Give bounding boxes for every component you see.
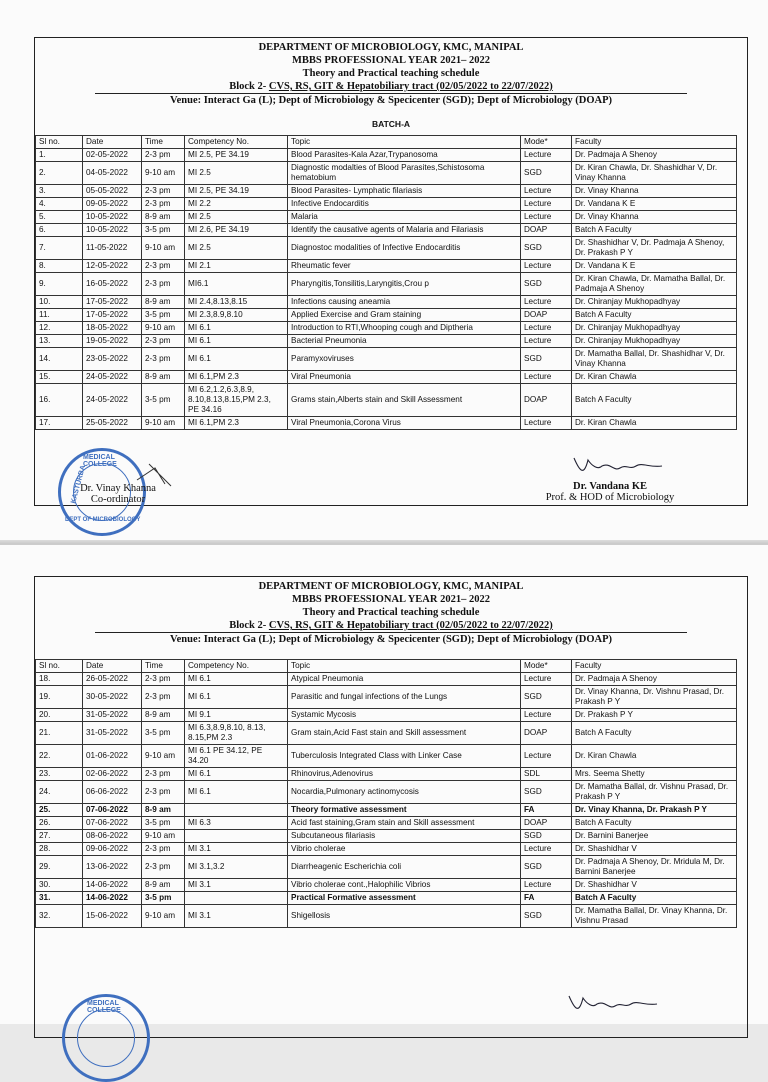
cell-sl: 19. xyxy=(36,686,83,709)
table-row xyxy=(36,211,737,224)
signature-mark-hod-2 xyxy=(565,990,665,1020)
cell-sl: 23. xyxy=(36,768,83,781)
cell-mode: Lecture xyxy=(521,709,572,722)
cell-date: 31-05-2022 xyxy=(83,709,142,722)
cell-time: 2-3 pm xyxy=(142,768,185,781)
cell-date: 12-05-2022 xyxy=(83,260,142,273)
document-header-1 xyxy=(35,41,747,107)
cell-sl: 28. xyxy=(36,843,83,856)
table-row xyxy=(36,348,737,371)
table-row xyxy=(36,237,737,260)
table-row xyxy=(36,817,737,830)
cell-topic: Shigellosis xyxy=(288,905,521,928)
table-row xyxy=(36,273,737,296)
cell-sl: 16. xyxy=(36,384,83,417)
cell-mode: Lecture xyxy=(521,335,572,348)
cell-mode: DOAP xyxy=(521,722,572,745)
cell-date: 25-05-2022 xyxy=(83,417,142,430)
table-body-1 xyxy=(36,149,737,430)
table-row xyxy=(36,417,737,430)
cell-topic: Rheumatic fever xyxy=(288,260,521,273)
hod-name: Dr. Vandana KE xyxy=(572,481,648,492)
cell-comp: MI 9.1 xyxy=(185,709,288,722)
cell-date: 15-06-2022 xyxy=(83,905,142,928)
cell-sl: 5. xyxy=(36,211,83,224)
cell-faculty: Dr. Vinay Khanna xyxy=(572,185,737,198)
table-row xyxy=(36,322,737,335)
cell-time: 9-10 am xyxy=(142,905,185,928)
cell-date: 01-06-2022 xyxy=(83,745,142,768)
cell-date: 23-05-2022 xyxy=(83,348,142,371)
cell-date: 07-06-2022 xyxy=(83,804,142,817)
cell-date: 19-05-2022 xyxy=(83,335,142,348)
dept-title: DEPARTMENT OF MICROBIOLOGY, KMC, MANIPAL xyxy=(258,581,524,592)
cell-faculty: Dr. Padmaja A Shenoy xyxy=(572,149,737,162)
cell-topic: Gram stain,Acid Fast stain and Skill assessment xyxy=(288,722,521,745)
cell-time: 3-5 pm xyxy=(142,892,185,905)
cell-topic: Theory formative assessment xyxy=(288,804,521,817)
cell-topic: Tuberculosis Integrated Class with Linker Case xyxy=(288,745,521,768)
cell-comp xyxy=(185,892,288,905)
table-body-2 xyxy=(36,673,737,928)
cell-faculty: Dr. Kiran Chawla xyxy=(572,417,737,430)
cell-date: 31-05-2022 xyxy=(83,722,142,745)
table-row xyxy=(36,371,737,384)
table-row xyxy=(36,856,737,879)
cell-sl: 24. xyxy=(36,781,83,804)
cell-comp: MI 3.1 xyxy=(185,905,288,928)
cell-sl: 15. xyxy=(36,371,83,384)
cell-sl: 20. xyxy=(36,709,83,722)
cell-mode: SGD xyxy=(521,830,572,843)
cell-topic: Identify the causative agents of Malaria and Filariasis xyxy=(288,224,521,237)
cell-sl: 32. xyxy=(36,905,83,928)
cell-time: 2-3 pm xyxy=(142,348,185,371)
cell-date: 09-05-2022 xyxy=(83,198,142,211)
cell-date: 16-05-2022 xyxy=(83,273,142,296)
cell-comp: MI6.1 xyxy=(185,273,288,296)
cell-sl: 25. xyxy=(36,804,83,817)
cell-time: 2-3 pm xyxy=(142,335,185,348)
cell-sl: 17. xyxy=(36,417,83,430)
cell-topic: Paramyxoviruses xyxy=(288,348,521,371)
cell-comp: MI 3.1,3.2 xyxy=(185,856,288,879)
cell-date: 24-05-2022 xyxy=(83,371,142,384)
cell-time: 9-10 am xyxy=(142,162,185,185)
cell-comp: MI 2.5 xyxy=(185,211,288,224)
cell-time: 2-3 pm xyxy=(142,260,185,273)
cell-comp: MI 2.5, PE 34.19 xyxy=(185,185,288,198)
col-competency: Competency No. xyxy=(185,660,288,673)
col-competency: Competency No. xyxy=(185,136,288,149)
cell-comp xyxy=(185,804,288,817)
cell-date: 17-05-2022 xyxy=(83,296,142,309)
college-stamp-2: MEDICAL COLLEGE xyxy=(62,994,150,1082)
cell-mode: Lecture xyxy=(521,843,572,856)
cell-topic: Diarrheagenic Escherichia coli xyxy=(288,856,521,879)
cell-faculty: Dr. Kiran Chawla, Dr. Shashidhar V, Dr. Vinay Khanna xyxy=(572,162,737,185)
cell-time: 9-10 am xyxy=(142,322,185,335)
cell-time: 2-3 pm xyxy=(142,686,185,709)
table-row xyxy=(36,768,737,781)
cell-sl: 3. xyxy=(36,185,83,198)
cell-date: 07-06-2022 xyxy=(83,817,142,830)
cell-faculty: Batch A Faculty xyxy=(572,384,737,417)
cell-faculty: Batch A Faculty xyxy=(572,892,737,905)
cell-date: 02-05-2022 xyxy=(83,149,142,162)
cell-time: 8-9 am xyxy=(142,211,185,224)
cell-time: 2-3 pm xyxy=(142,843,185,856)
schedule-table-2 xyxy=(35,659,737,928)
cell-date: 02-06-2022 xyxy=(83,768,142,781)
cell-date: 14-06-2022 xyxy=(83,892,142,905)
cell-faculty: Batch A Faculty xyxy=(572,309,737,322)
cell-mode: SGD xyxy=(521,905,572,928)
cell-topic: Vibrio cholerae cont.,Halophilic Vibrios xyxy=(288,879,521,892)
cell-mode: Lecture xyxy=(521,149,572,162)
cell-date: 18-05-2022 xyxy=(83,322,142,335)
batch-label: BATCH-A xyxy=(371,119,411,129)
col-time: Time xyxy=(142,136,185,149)
cell-mode: SGD xyxy=(521,686,572,709)
cell-topic: Diagnostoc modalities of Infective Endocarditis xyxy=(288,237,521,260)
table-row xyxy=(36,709,737,722)
cell-comp: MI 2.2 xyxy=(185,198,288,211)
cell-mode: Lecture xyxy=(521,417,572,430)
cell-topic: Malaria xyxy=(288,211,521,224)
col-time: Time xyxy=(142,660,185,673)
cell-comp xyxy=(185,830,288,843)
cell-faculty: Dr. Vinay Khanna xyxy=(572,211,737,224)
cell-comp: MI 6.1 xyxy=(185,348,288,371)
cell-time: 8-9 am xyxy=(142,296,185,309)
cell-topic: Practical Formative assessment xyxy=(288,892,521,905)
cell-sl: 8. xyxy=(36,260,83,273)
cell-topic: Diagnostic modalties of Blood Parasites,Schistosoma hematobium xyxy=(288,162,521,185)
cell-date: 24-05-2022 xyxy=(83,384,142,417)
cell-comp: MI 2.1 xyxy=(185,260,288,273)
cell-faculty: Dr. Vandana K E xyxy=(572,198,737,211)
cell-topic: Nocardia,Pulmonary actinomycosis xyxy=(288,781,521,804)
cell-comp: MI 2.4,8.13,8.15 xyxy=(185,296,288,309)
cell-faculty: Dr. Vinay Khanna, Dr. Vishnu Prasad, Dr. Prakash P Y xyxy=(572,686,737,709)
cell-sl: 9. xyxy=(36,273,83,296)
cell-mode: Lecture xyxy=(521,260,572,273)
cell-mode: Lecture xyxy=(521,879,572,892)
col-date: Date xyxy=(83,660,142,673)
table-row xyxy=(36,905,737,928)
cell-date: 05-05-2022 xyxy=(83,185,142,198)
cell-mode: SGD xyxy=(521,237,572,260)
block-title: Block 2- CVS, RS, GIT & Hepatobiliary tract (02/05/2022 to 22/07/2022) xyxy=(229,81,553,92)
cell-faculty: Dr. Kiran Chawla xyxy=(572,371,737,384)
cell-time: 8-9 am xyxy=(142,879,185,892)
cell-time: 2-3 pm xyxy=(142,856,185,879)
cell-sl: 7. xyxy=(36,237,83,260)
cell-sl: 10. xyxy=(36,296,83,309)
cell-sl: 26. xyxy=(36,817,83,830)
cell-time: 9-10 am xyxy=(142,237,185,260)
col-faculty: Faculty xyxy=(572,136,737,149)
cell-mode: SGD xyxy=(521,348,572,371)
cell-faculty: Dr. Vinay Khanna, Dr. Prakash P Y xyxy=(572,804,737,817)
document-header-2 xyxy=(35,580,747,646)
coordinator-role: Co-ordinator xyxy=(90,494,146,505)
cell-mode: DOAP xyxy=(521,384,572,417)
cell-topic: Infections causing aneamia xyxy=(288,296,521,309)
table-row xyxy=(36,149,737,162)
cell-comp: MI 6.1,PM 2.3 xyxy=(185,417,288,430)
cell-mode: Lecture xyxy=(521,185,572,198)
cell-mode: SGD xyxy=(521,162,572,185)
cell-mode: SGD xyxy=(521,856,572,879)
schedule-table-1 xyxy=(35,135,737,430)
col-faculty: Faculty xyxy=(572,660,737,673)
cell-time: 3-5 pm xyxy=(142,817,185,830)
cell-sl: 22. xyxy=(36,745,83,768)
cell-sl: 31. xyxy=(36,892,83,905)
col-mode: Mode* xyxy=(521,660,572,673)
cell-time: 2-3 pm xyxy=(142,185,185,198)
cell-comp: MI 6.1 xyxy=(185,781,288,804)
cell-faculty: Batch A Faculty xyxy=(572,722,737,745)
table-row xyxy=(36,745,737,768)
table-header-row xyxy=(36,136,737,149)
block-title: Block 2- CVS, RS, GIT & Hepatobiliary tract (02/05/2022 to 22/07/2022) xyxy=(229,620,553,631)
cell-time: 2-3 pm xyxy=(142,781,185,804)
col-sl: Sl no. xyxy=(36,136,83,149)
cell-faculty: Dr. Vandana K E xyxy=(572,260,737,273)
venue-line: Venue: Interact Ga (L); Dept of Microbiology & Specicenter (SGD); Dept of Microbiology (DOAP) xyxy=(170,95,612,106)
col-topic: Topic xyxy=(288,136,521,149)
cell-topic: Viral Pneumonia xyxy=(288,371,521,384)
cell-comp: MI 6.1 xyxy=(185,686,288,709)
cell-mode: DOAP xyxy=(521,224,572,237)
cell-date: 04-05-2022 xyxy=(83,162,142,185)
cell-time: 2-3 pm xyxy=(142,273,185,296)
cell-mode: FA xyxy=(521,804,572,817)
coordinator-name: Dr. Vinay Khanna xyxy=(80,483,156,494)
cell-comp: MI 2.5 xyxy=(185,162,288,185)
cell-date: 06-06-2022 xyxy=(83,781,142,804)
cell-time: 3-5 pm xyxy=(142,224,185,237)
cell-time: 9-10 am xyxy=(142,417,185,430)
cell-sl: 14. xyxy=(36,348,83,371)
cell-faculty: Dr. Kiran Chawla xyxy=(572,745,737,768)
cell-faculty: Dr. Chiranjay Mukhopadhyay xyxy=(572,322,737,335)
table-row xyxy=(36,296,737,309)
cell-faculty: Batch A Faculty xyxy=(572,224,737,237)
cell-mode: SGD xyxy=(521,781,572,804)
cell-faculty: Dr. Mamatha Ballal, Dr. Vinay Khanna, Dr. Vishnu Prasad xyxy=(572,905,737,928)
venue-line: Venue: Interact Ga (L); Dept of Microbiology & Specicenter (SGD); Dept of Microbiology (DOAP) xyxy=(170,634,612,645)
cell-mode: DOAP xyxy=(521,309,572,322)
cell-comp: MI 6.1 xyxy=(185,673,288,686)
college-stamp: MEDICAL COLLEGE KASTURBA DEPT OF MICROBIOLOGY xyxy=(58,448,146,536)
table-row xyxy=(36,804,737,817)
cell-mode: FA xyxy=(521,892,572,905)
cell-topic: Vibrio cholerae xyxy=(288,843,521,856)
cell-topic: Introduction to RTI,Whooping cough and Diptheria xyxy=(288,322,521,335)
cell-faculty: Dr. Mamatha Ballal, Dr. Shashidhar V, Dr. Vinay Khanna xyxy=(572,348,737,371)
cell-comp: MI 6.2,1.2,6.3,8.9, 8.10,8.13,8.15,PM 2.3, PE 34.16 xyxy=(185,384,288,417)
cell-mode: SGD xyxy=(521,273,572,296)
cell-time: 2-3 pm xyxy=(142,673,185,686)
cell-topic: Pharyngitis,Tonsilitis,Laryngitis,Crou p xyxy=(288,273,521,296)
cell-comp: MI 6.1 xyxy=(185,322,288,335)
cell-faculty: Dr. Barnini Banerjee xyxy=(572,830,737,843)
cell-comp: MI 3.1 xyxy=(185,879,288,892)
cell-time: 3-5 pm xyxy=(142,384,185,417)
col-topic: Topic xyxy=(288,660,521,673)
year-title: MBBS PROFESSIONAL YEAR 2021– 2022 xyxy=(292,55,490,66)
cell-sl: 18. xyxy=(36,673,83,686)
cell-time: 2-3 pm xyxy=(142,198,185,211)
cell-sl: 30. xyxy=(36,879,83,892)
cell-time: 2-3 pm xyxy=(142,149,185,162)
table-row xyxy=(36,224,737,237)
cell-date: 08-06-2022 xyxy=(83,830,142,843)
cell-topic: Rhinovirus,Adenovirus xyxy=(288,768,521,781)
cell-date: 11-05-2022 xyxy=(83,237,142,260)
cell-mode: Lecture xyxy=(521,296,572,309)
table-row xyxy=(36,892,737,905)
cell-time: 9-10 am xyxy=(142,830,185,843)
col-date: Date xyxy=(83,136,142,149)
cell-faculty: Dr. Shashidhar V xyxy=(572,843,737,856)
cell-comp: MI 6.1 PE 34.12, PE 34.20 xyxy=(185,745,288,768)
table-row xyxy=(36,879,737,892)
cell-comp: MI 2.6, PE 34.19 xyxy=(185,224,288,237)
table-row xyxy=(36,673,737,686)
cell-mode: DOAP xyxy=(521,817,572,830)
cell-sl: 11. xyxy=(36,309,83,322)
hod-role: Prof. & HOD of Microbiology xyxy=(545,492,675,503)
schedule-title: Theory and Practical teaching schedule xyxy=(302,68,480,79)
cell-topic: Subcutaneous filariasis xyxy=(288,830,521,843)
cell-comp: MI 6.1 xyxy=(185,335,288,348)
cell-faculty: Dr. Kiran Chawla, Dr. Mamatha Ballal, Dr. Padmaja A Shenoy xyxy=(572,273,737,296)
table-row xyxy=(36,384,737,417)
schedule-title: Theory and Practical teaching schedule xyxy=(302,607,480,618)
cell-date: 17-05-2022 xyxy=(83,309,142,322)
cell-mode: Lecture xyxy=(521,211,572,224)
cell-comp: MI 2.3,8.9,8.10 xyxy=(185,309,288,322)
cell-sl: 1. xyxy=(36,149,83,162)
cell-sl: 2. xyxy=(36,162,83,185)
table-row xyxy=(36,781,737,804)
cell-topic: Grams stain,Alberts stain and Skill Assessment xyxy=(288,384,521,417)
cell-topic: Systamic Mycosis xyxy=(288,709,521,722)
cell-comp: MI 6.3 xyxy=(185,817,288,830)
cell-date: 10-05-2022 xyxy=(83,211,142,224)
cell-date: 10-05-2022 xyxy=(83,224,142,237)
table-row xyxy=(36,185,737,198)
year-title: MBBS PROFESSIONAL YEAR 2021– 2022 xyxy=(292,594,490,605)
cell-mode: Lecture xyxy=(521,198,572,211)
cell-sl: 4. xyxy=(36,198,83,211)
cell-mode: SDL xyxy=(521,768,572,781)
table-row xyxy=(36,686,737,709)
signature-mark-hod xyxy=(570,452,670,482)
table-row xyxy=(36,843,737,856)
cell-faculty: Dr. Shashidhar V, Dr. Padmaja A Shenoy, Dr. Prakash P Y xyxy=(572,237,737,260)
cell-faculty: Dr. Padmaja A Shenoy xyxy=(572,673,737,686)
cell-comp: MI 6.1,PM 2.3 xyxy=(185,371,288,384)
table-row xyxy=(36,722,737,745)
cell-mode: Lecture xyxy=(521,322,572,335)
cell-date: 30-05-2022 xyxy=(83,686,142,709)
cell-comp: MI 3.1 xyxy=(185,843,288,856)
cell-faculty: Dr. Chiranjay Mukhopadhyay xyxy=(572,296,737,309)
cell-mode: Lecture xyxy=(521,371,572,384)
table-header-row xyxy=(36,660,737,673)
cell-topic: Infective Endocarditis xyxy=(288,198,521,211)
table-row xyxy=(36,830,737,843)
cell-faculty: Mrs. Seema Shetty xyxy=(572,768,737,781)
table-row xyxy=(36,335,737,348)
cell-faculty: Batch A Faculty xyxy=(572,817,737,830)
cell-sl: 13. xyxy=(36,335,83,348)
cell-comp: MI 6.3,8.9,8.10, 8.13, 8.15,PM 2.3 xyxy=(185,722,288,745)
cell-faculty: Dr. Chiranjay Mukhopadhyay xyxy=(572,335,737,348)
cell-time: 3-5 pm xyxy=(142,722,185,745)
cell-topic: Acid fast staining,Gram stain and Skill assessment xyxy=(288,817,521,830)
cell-time: 8-9 am xyxy=(142,804,185,817)
cell-sl: 21. xyxy=(36,722,83,745)
col-sl: Sl no. xyxy=(36,660,83,673)
cell-topic: Blood Parasites- Lymphatic filariasis xyxy=(288,185,521,198)
signature-mark-left xyxy=(135,460,185,490)
cell-mode: Lecture xyxy=(521,673,572,686)
cell-comp: MI 6.1 xyxy=(185,768,288,781)
dept-title: DEPARTMENT OF MICROBIOLOGY, KMC, MANIPAL xyxy=(258,42,524,53)
table-row xyxy=(36,198,737,211)
cell-sl: 27. xyxy=(36,830,83,843)
cell-sl: 29. xyxy=(36,856,83,879)
cell-mode: Lecture xyxy=(521,745,572,768)
table-row xyxy=(36,162,737,185)
hod-signature xyxy=(500,481,720,503)
cell-faculty: Dr. Prakash P Y xyxy=(572,709,737,722)
cell-date: 13-06-2022 xyxy=(83,856,142,879)
cell-topic: Parasitic and fungal infections of the Lungs xyxy=(288,686,521,709)
cell-time: 8-9 am xyxy=(142,371,185,384)
cell-sl: 12. xyxy=(36,322,83,335)
cell-faculty: Dr. Padmaja A Shenoy, Dr. Mridula M, Dr. Barnini Banerjee xyxy=(572,856,737,879)
cell-faculty: Dr. Shashidhar V xyxy=(572,879,737,892)
cell-comp: MI 2.5, PE 34.19 xyxy=(185,149,288,162)
cell-topic: Atypical Pneumonia xyxy=(288,673,521,686)
cell-topic: Blood Parasites-Kala Azar,Trypanosoma xyxy=(288,149,521,162)
cell-topic: Bacterial Pneumonia xyxy=(288,335,521,348)
table-row xyxy=(36,260,737,273)
cell-date: 14-06-2022 xyxy=(83,879,142,892)
cell-topic: Applied Exercise and Gram staining xyxy=(288,309,521,322)
cell-time: 8-9 am xyxy=(142,709,185,722)
cell-time: 3-5 pm xyxy=(142,309,185,322)
cell-faculty: Dr. Mamatha Ballal, dr. Vishnu Prasad, Dr. Prakash P Y xyxy=(572,781,737,804)
col-mode: Mode* xyxy=(521,136,572,149)
cell-time: 9-10 am xyxy=(142,745,185,768)
cell-topic: Viral Pneumonia,Corona Virus xyxy=(288,417,521,430)
cell-comp: MI 2.5 xyxy=(185,237,288,260)
cell-date: 09-06-2022 xyxy=(83,843,142,856)
cell-sl: 6. xyxy=(36,224,83,237)
table-row xyxy=(36,309,737,322)
cell-date: 26-05-2022 xyxy=(83,673,142,686)
